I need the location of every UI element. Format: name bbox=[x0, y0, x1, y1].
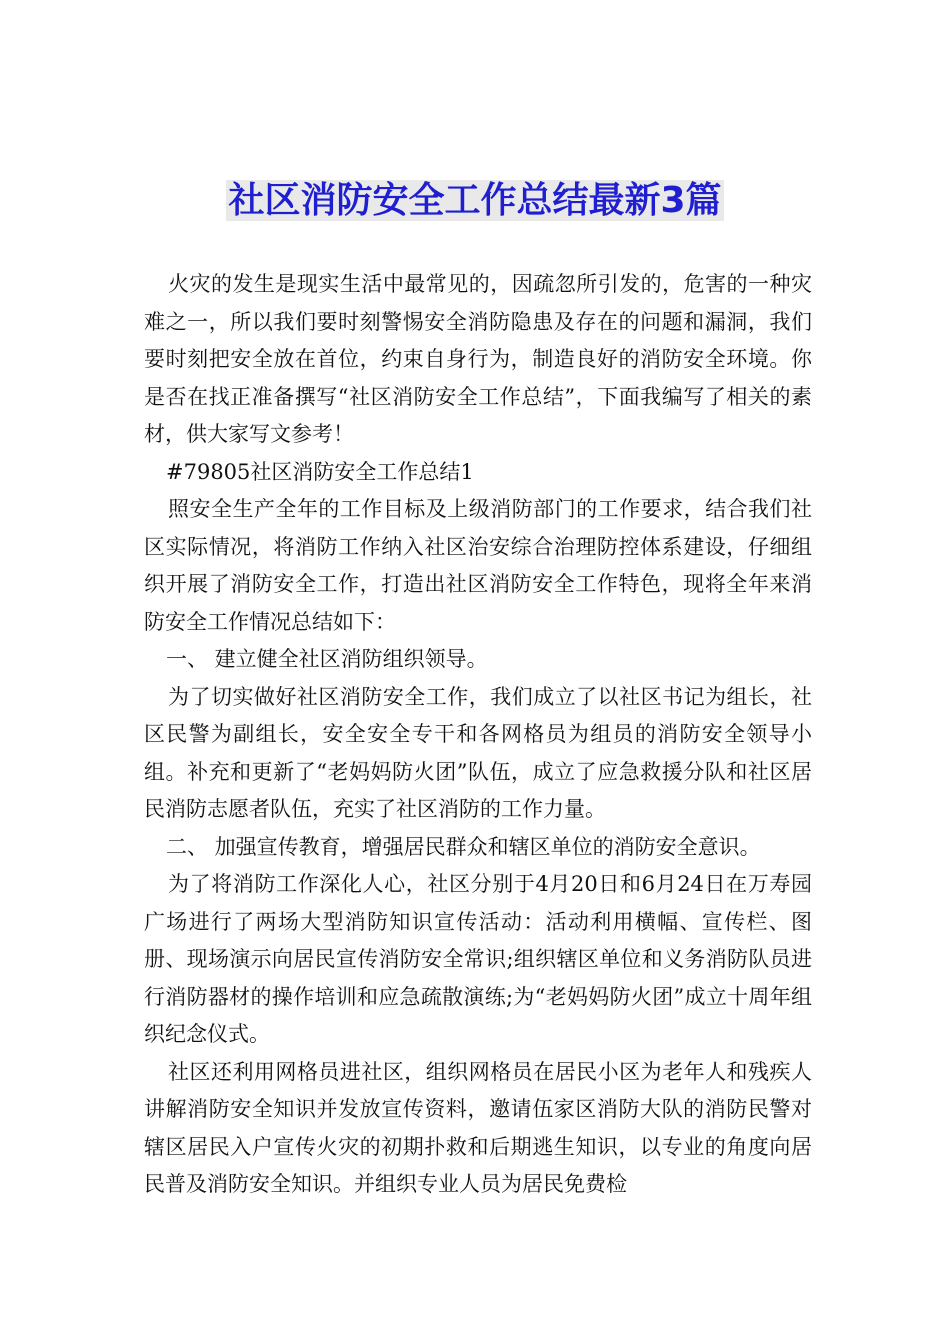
section-heading-1: #79805社区消防安全工作总结1 bbox=[166, 459, 474, 484]
document-title bbox=[0, 176, 950, 226]
document-title-text: 社区消防安全工作总结最新3篇 bbox=[228, 180, 722, 221]
intro-paragraph: 火灾的发生是现实生活中最常见的，因疏忽所引发的，危害的一种灾难之一，所以我们要时刻警惕安全消防隐患及存在的问题和漏洞，我们要时刻把安全放在首位，约束自身行为，制造良好的消防安全环境。你是否在找正准备撰写“社区消防安全工作总结”，下面我编写了相关的素材，供大家写文参考！ bbox=[144, 272, 812, 446]
body-paragraph: 为了切实做好社区消防安全工作，我们成立了以社区书记为组长，社区民警为副组长，安全安全专干和各网格员为组员的消防安全领导小组。补充和更新了“老妈妈防火团”队伍，成立了应急救援分队和社区居民消防志愿者队伍，充实了社区消防的工作力量。 bbox=[144, 684, 812, 821]
document-body bbox=[144, 266, 812, 1204]
subsection-heading-2: 二、 加强宣传教育，增强居民群众和辖区单位的消防安全意识。 bbox=[166, 834, 761, 859]
body-paragraph: 为了将消防工作深化人心，社区分别于4月20日和6月24日在万寿园广场进行了两场大型消防知识宣传活动：活动利用横幅、宣传栏、图册、现场演示向居民宣传消防安全常识;组织辖区单位和义务消防队员进行消防器材的操作培训和应急疏散演练;为“老妈妈防火团”成立十周年组织纪念仪式。 bbox=[144, 872, 812, 1046]
body-paragraph: 照安全生产全年的工作目标及上级消防部门的工作要求，结合我们社区实际情况，将消防工作纳入社区治安综合治理防控体系建设，仔细组织开展了消防安全工作，打造出社区消防安全工作特色，现将全年来消防安全工作情况总结如下： bbox=[144, 497, 812, 634]
body-paragraph: 社区还利用网格员进社区，组织网格员在居民小区为老年人和残疾人讲解消防安全知识并发放宣传资料，邀请伍家区消防大队的消防民警对辖区居民入户宣传火灾的初期扑救和后期逃生知识，以专业的角度向居民普及消防安全知识。并组织专业人员为居民免费检 bbox=[144, 1059, 812, 1196]
subsection-heading-1: 一、 建立健全社区消防组织领导。 bbox=[166, 647, 488, 671]
